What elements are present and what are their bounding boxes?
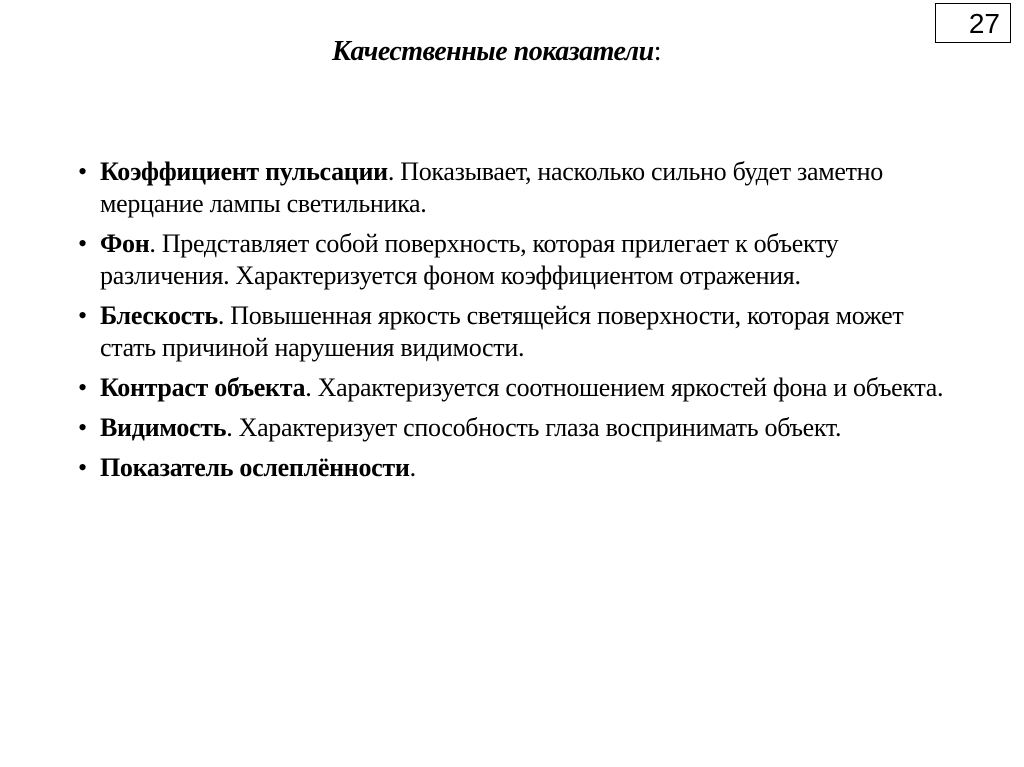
bullet-icon: • (78, 229, 87, 258)
item-text: . Показывает, насколько сильно будет заметно мерцание лампы светильника. (100, 157, 883, 218)
item-text: . Представляет собой поверхность, которая прилегает к объекту различения. Характеризуется фоном коэффициентом отражения. (100, 229, 839, 290)
list-item (78, 452, 958, 484)
bullet-icon: • (78, 453, 87, 482)
list-item (78, 228, 958, 292)
bullet-icon: • (78, 157, 87, 186)
item-text: . Характеризуется соотношением яркостей фона и объекта. (305, 373, 944, 402)
list-item (78, 372, 958, 404)
item-text: . Повышенная яркость светящейся поверхности, которая может стать причиной нарушения видимости. (100, 301, 904, 362)
item-text: . (409, 453, 416, 482)
item-term: Коэффициент пульсации (100, 157, 388, 186)
item-term: Блескость (100, 301, 218, 330)
bullet-icon: • (78, 413, 87, 442)
item-term: Контраст объекта (100, 373, 306, 402)
list-item (78, 156, 958, 220)
bullet-icon: • (78, 373, 87, 402)
slide-title (332, 36, 661, 68)
slide-number: 27 (935, 3, 1011, 43)
title-colon: : (653, 36, 661, 67)
bullet-icon: • (78, 301, 87, 330)
item-text: . Характеризует способность глаза воспринимать объект. (226, 413, 842, 442)
list-item (78, 412, 958, 444)
item-term: Показатель ослеплённости (100, 453, 410, 482)
bullet-list (78, 156, 958, 492)
title-text: Качественные показатели (332, 36, 654, 67)
item-term: Видимость (100, 413, 227, 442)
list-item (78, 300, 958, 364)
item-term: Фон (100, 229, 150, 258)
